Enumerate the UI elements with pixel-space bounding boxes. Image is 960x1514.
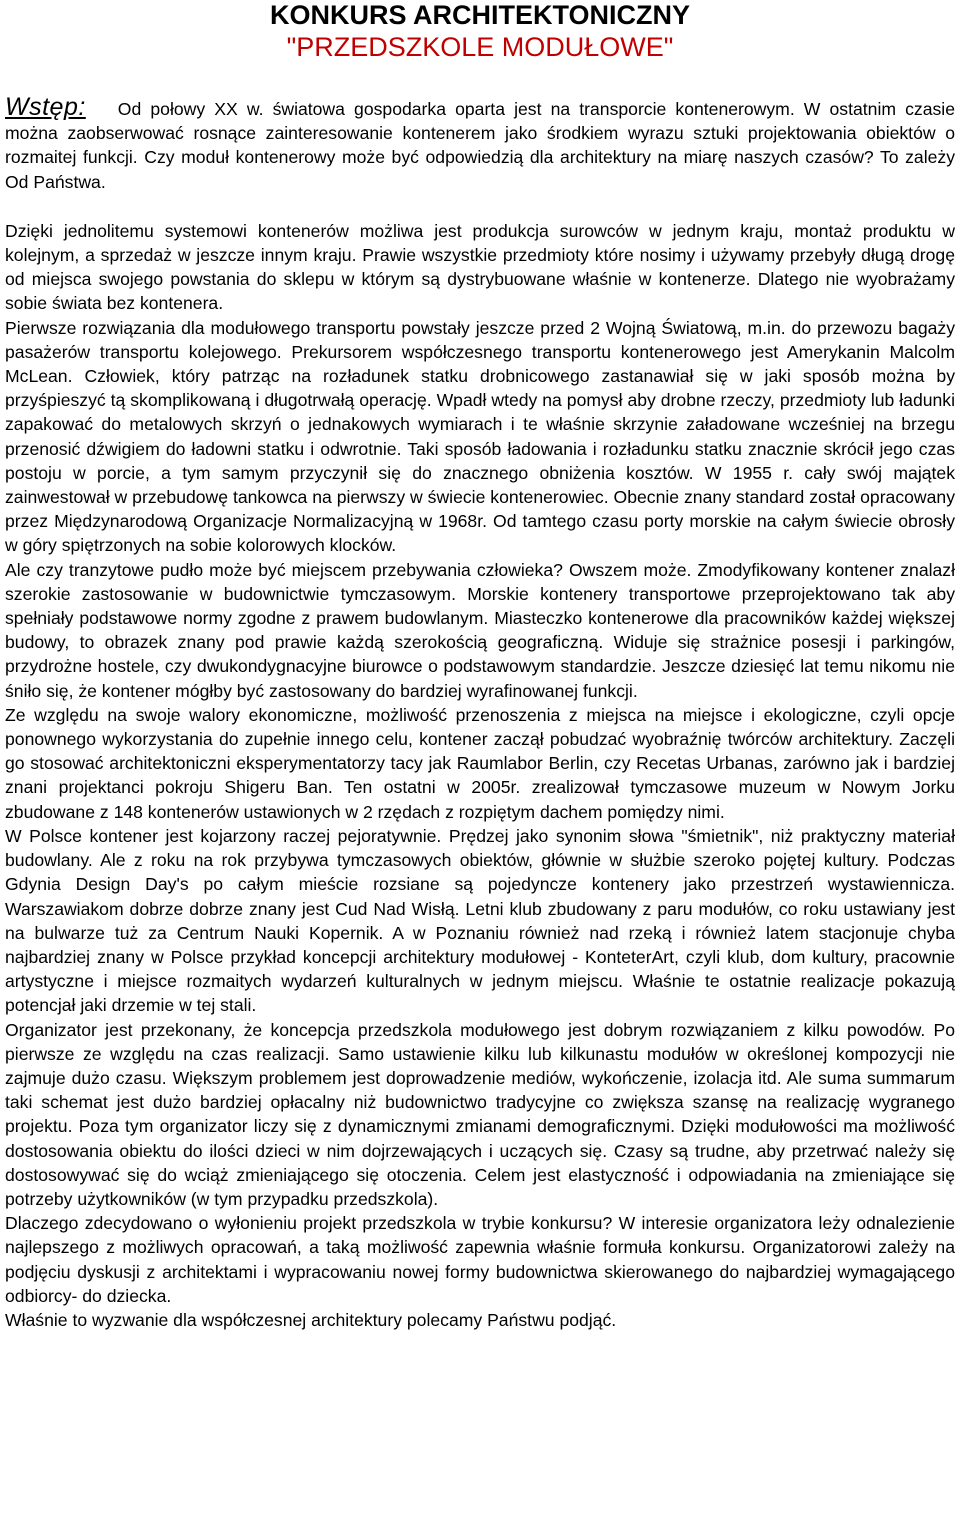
paragraph-4: Ze względu na swoje walory ekonomiczne, możliwość przenoszenia z miejsca na miejsce i ekologiczne, czyli opcje ponownego wykorzystania do zupełnie innego celu, kontener zaczął pobudzać wyobraźnię twórców architektury. Zaczęli go stosować architektoniczni eksperymentatorzy tacy jak Raumlabor Berlin, czy Recetas Urbanas, zarówno jak i bardziej znani projektanci pokroju Shigeru Ban. Ten ostatni w 2005r. zrealizował tymczasowe muzeum w Nowym Jorku zbudowane z 148 kontenerów ustawionych w 2 rzędach z rozpiętym dachem pomiędzy nimi.: [5, 704, 955, 822]
paragraph-3: Ale czy tranzytowe pudło może być miejscem przebywania człowieka? Owszem może. Zmodyfikowany kontener znalazł szerokie zastosowanie w budownictwie tymczasowym. Morskie kontenery transportowe przeprojektowano tak aby spełniały podstawowe normy zgodne z prawem budowlanym. Miasteczko kontenerowe dla pracowników każdej większej budowy, to obrazek znany pod prawie każdą szerokością geograficzną. Widuje się strażnice posesji i parkingów, przydrożne hostele, czy dwukondygnacyjne biurowce o podstawowym standardzie. Jeszcze dziesięć lat temu nikomu nie śniło się, że kontener mógłby być zastosowany do bardziej wyrafinowanej funkcji.: [5, 559, 955, 701]
document-title: KONKURS ARCHITEKTONICZNY: [269, 0, 690, 30]
paragraph-6: Organizator jest przekonany, że koncepcja przedszkola modułowego jest dobrym rozwiązaniem z kilku powodów. Po pierwsze ze względu na czas realizacji. Samo ustawienie kilku lub kilkunastu modułów w określonej kompozycji nie zajmuje dużo czasu. Większym problemem jest doprowadzenie mediów, wykończenie, izolacja itd. Ale suma summarum taki schemat jest dużo bardziej opłacalny niż budownictwo tradycyjne co zwiększa szansę na realizację wygranego projektu. Poza tym organizator liczy się z dynamicznymi zmianami demograficznymi. Dzięki modułowości ma możliwość dostosowania obiektu do ilości dzieci w nim dojrzewających i uczących się. Czasy są trudne, aby przetrwać należy się dostosowywać się do wciąż zmieniającego się otoczenia. Celem jest elastyczność i odpowiadania na zmieniające się potrzeby użytkowników (w tym przypadku przedszkola).: [5, 1019, 955, 1209]
paragraph-2: Pierwsze rozwiązania dla modułowego transportu powstały jeszcze przed 2 Wojną Światową, m.in. do przewozu bagaży pasażerów transportu kolejowego. Prekursorem współczesnego transportu kontenerowego jest Amerykanin Malcolm McLean. Człowiek, który patrząc na rozładunek statku drobnicowego zastanawiał się w jaki sposób można by przyśpieszyć tą skomplikowaną i długotrwałą operację. Wpadł wtedy na pomysł aby drobne rzeczy, przedmioty lub ładunki zapakować do metalowych skrzyń o jednakowych wymiarach i te właśnie skrzynie załadowane wcześniej na brzegu przenosić dźwigiem do ładowni statku i odwrotnie. Taki sposób ładowania i rozładunku statku znacznie skrócił jego czas postoju w porcie, a tym samym przyczynił się do znacznego obniżenia kosztów. W 1955 r. cały swój majątek zainwestował w przebudowę tankowca na pierwszy w świecie kontenerowiec. Obecnie znany standard został opracowany przez Międzynarodową Organizacje Normalizacyjną w 1968r. Od tamtego czasu porty morskie na całym świecie obrosły w góry spiętrzonych na sobie kolorowych klocków.: [5, 317, 955, 556]
document-page: [0, 1, 960, 1332]
intro-text: Od połowy XX w. światowa gospodarka oparta jest na transporcie kontenerowym. W ostatnim czasie można zaobserwować rosnące zainteresowanie kontenerem jako środkiem wyrazu sztuki projektowania obiektów o rozmaitej funkcji. Czy moduł kontenerowy może być odpowiedzią dla architektury na miarę naszych czasów? To zależy Od Państwa.: [5, 99, 955, 192]
paragraph-5: W Polsce kontener jest kojarzony raczej pejoratywnie. Prędzej jako synonim słowa "śmietnik", niż praktyczny materiał budowlany. Ale z roku na rok przybywa tymczasowych obiektów, głównie w służbie szeroko pojętej kultury. Podczas Gdynia Design Day's po całym mieście rozsiane są pojedyncze kontenery jako przestrzeń wystawiennicza. Warszawiakom dobrze dobrze znany jest Cud Nad Wisłą. Letni klub zbudowany z paru modułów, co roku ustawiany jest na bulwarze tuż za Centrum Nauki Kopernik. A w Poznaniu również nad rzeką i również latem stacjonuje chyba najbardziej znany w Polsce przykład koncepcji architektury modułowej - KonteterArt, czyli klub, dom kultury, pracownie artystyczne i miejsce rozmaitych wydarzeń kulturalnych w jednym miejscu. Właśnie te ostatnie realizacje pokazują potencjał jaki drzemie w tej stali.: [5, 825, 955, 1016]
paragraph-8: Właśnie to wyzwanie dla współczesnej architektury polecamy Państwu podjąć.: [5, 1309, 617, 1330]
intro-label: Wstęp:: [5, 93, 86, 121]
document-subtitle: "PRZEDSZKOLE MODUŁOWE": [286, 32, 674, 62]
paragraph-1: Dzięki jednolitemu systemowi kontenerów możliwa jest produkcja surowców w jednym kraju, montaż produktu w kolejnym, a sprzedaż w jeszcze innym kraju. Prawie wszystkie przedmioty które nosimy i używamy przebyły długą drogę od miejsca swojego powstania do sklepu w którym są dystrybuowane właśnie w kontenerze. Dlatego nie wyobrażamy sobie świata bez kontenera.: [5, 220, 955, 314]
document-body: [5, 95, 955, 1332]
paragraph-7: Dlaczego zdecydowano o wyłonieniu projekt przedszkola w trybie konkursu? W interesie organizatora leży odnalezienie najlepszego z możliwych opracowań, a taką możliwość zapewnia właśnie formuła konkursu. Organizatorowi zależy na podjęciu dyskusji z architektami i wypracowaniu nowej formy budownictwa skierowanego do najbardziej wymagającego odbiorcy- do dziecka.: [5, 1213, 955, 1306]
paragraph-gap: [5, 194, 955, 219]
intro-paragraph: [5, 95, 955, 194]
